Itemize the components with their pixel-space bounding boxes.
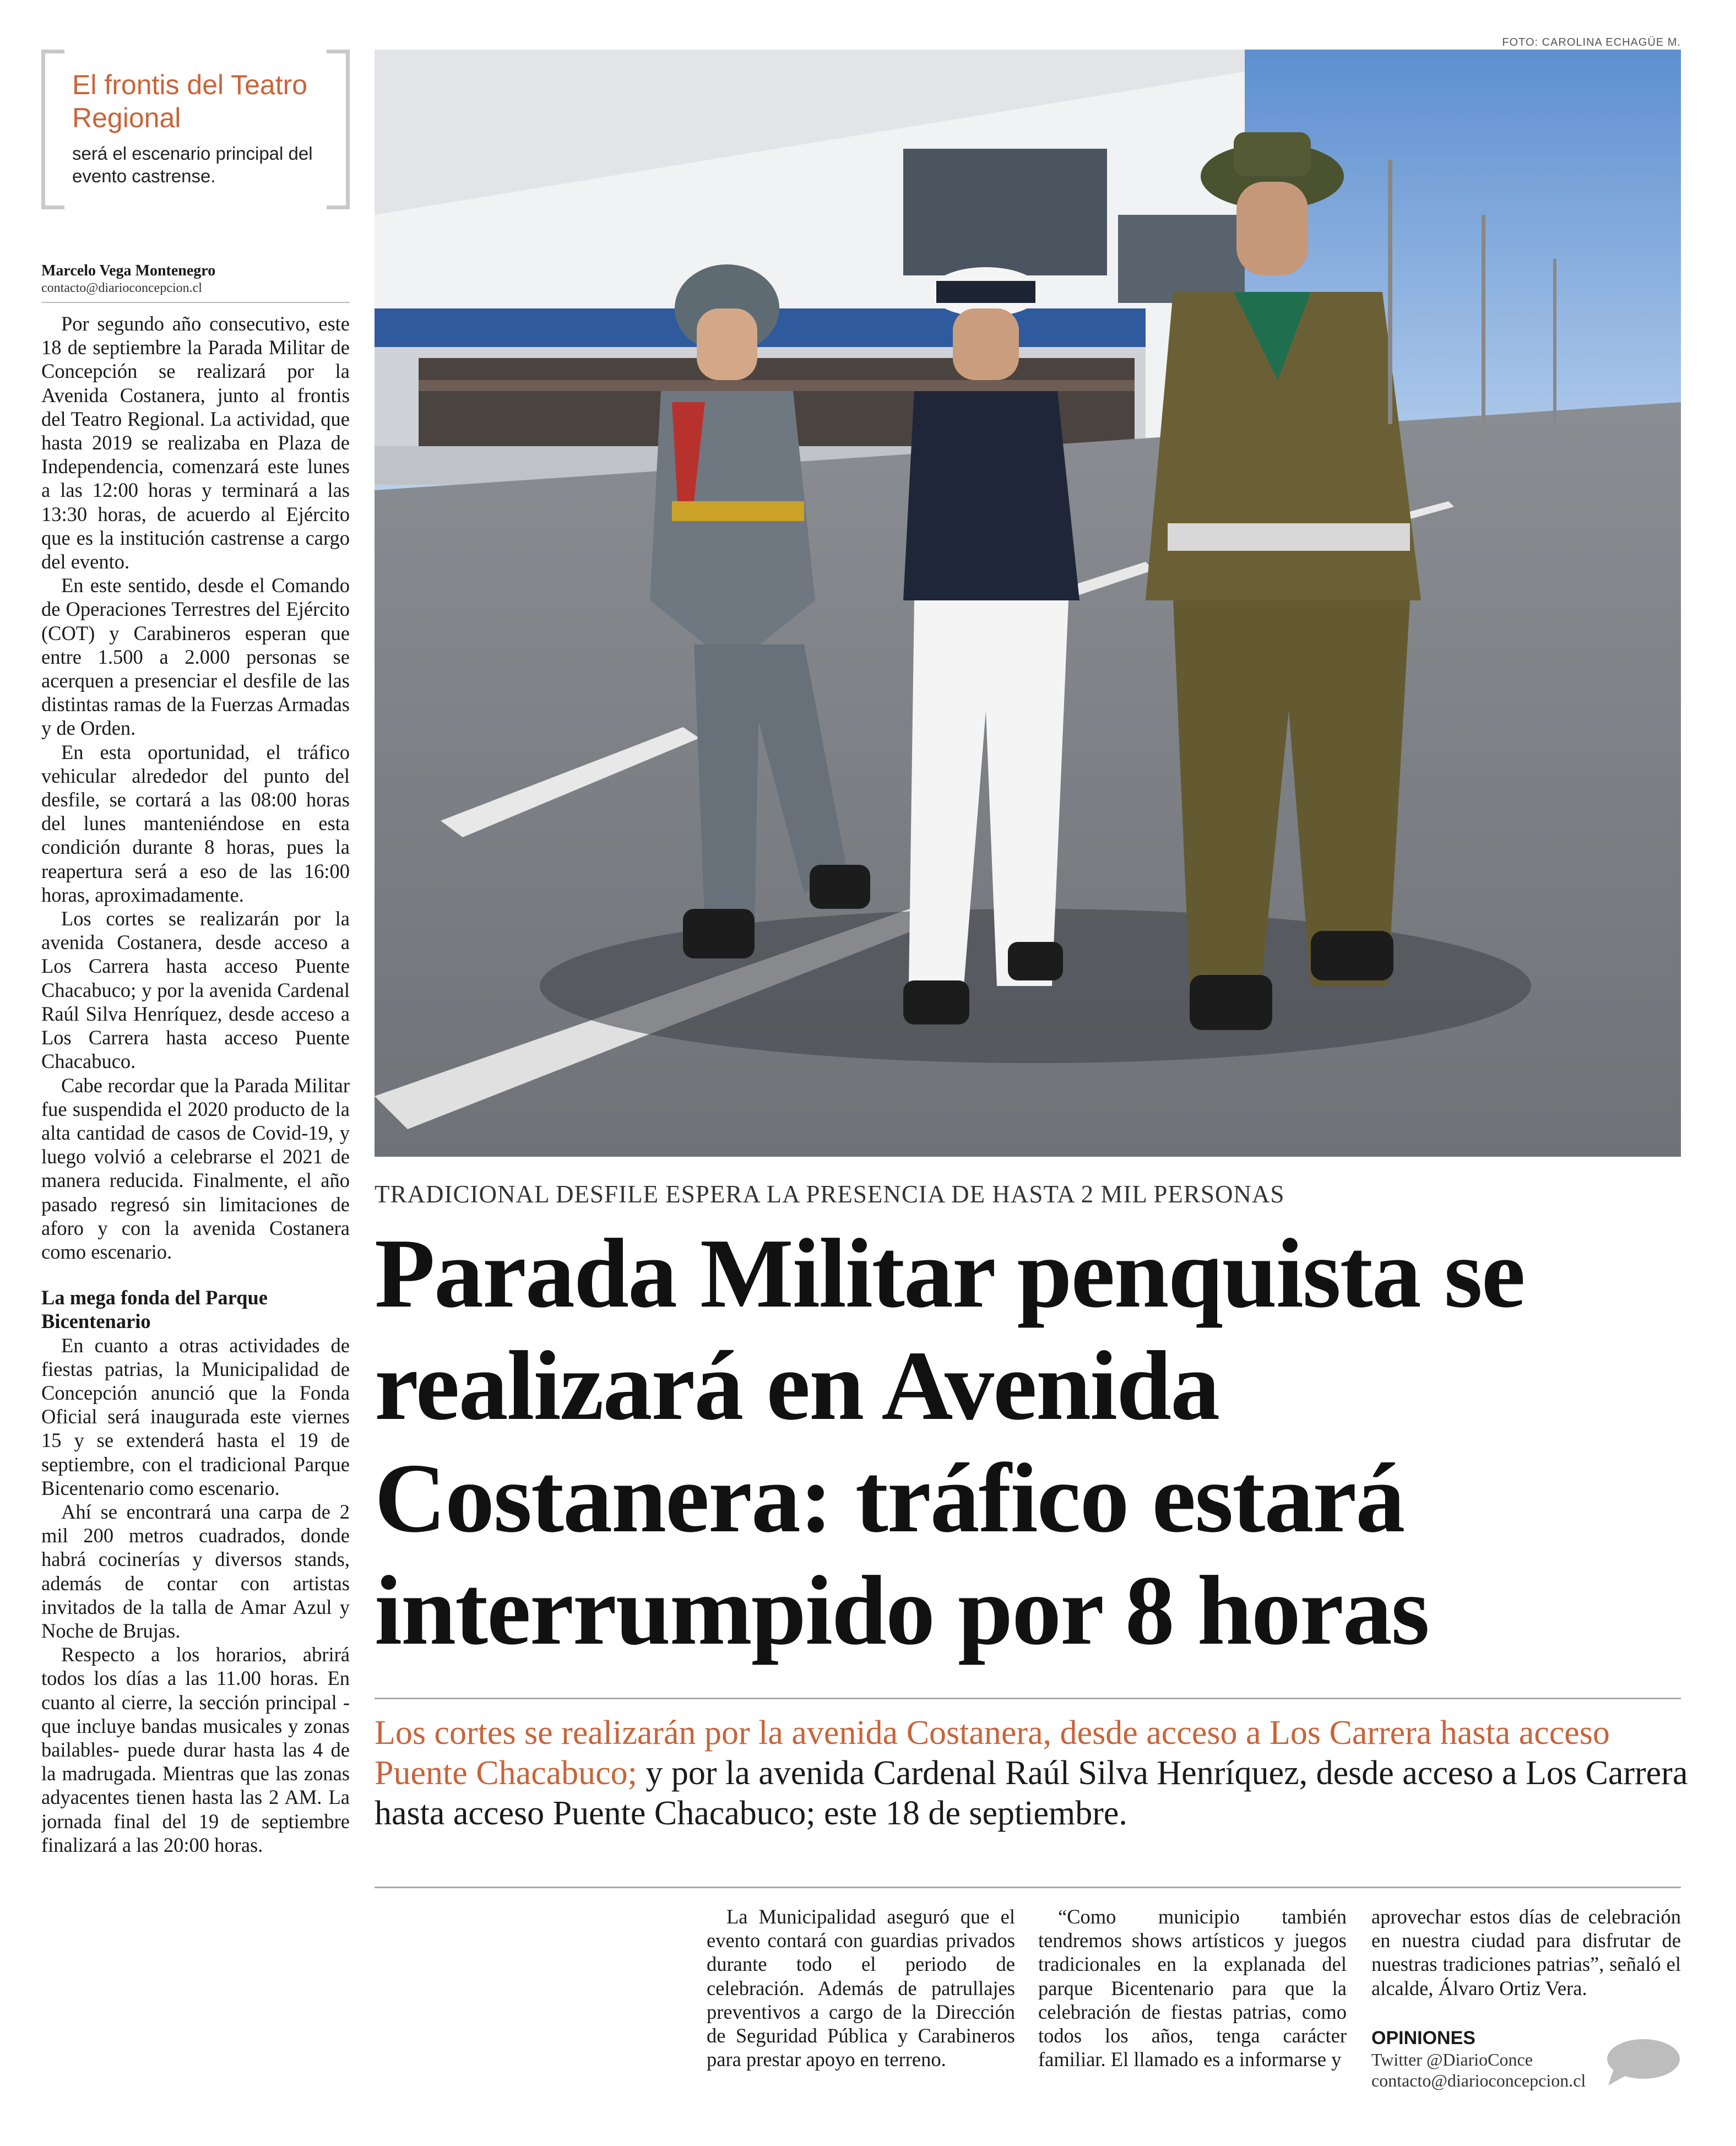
headline-bold-1: Parada Militar <box>375 1218 994 1328</box>
deck-bottom-rule <box>375 1887 1681 1888</box>
sidebar-highlight <box>41 50 350 209</box>
bracket-left <box>41 50 64 209</box>
byline <box>41 262 350 296</box>
parade-photo-illustration <box>375 50 1681 1157</box>
body-subhead: La mega fonda del Parque Bicentenario <box>41 1286 268 1333</box>
article-body-left-column <box>41 312 350 2118</box>
opiniones-title: OPINIONES <box>1371 2028 1475 2049</box>
body-paragraph: aprovechar estos días de celebración en nuestra ciudad para disfrutar de nuestras tradiciones patrias”, señaló el alcalde, Álvaro Ortiz Vera. <box>1371 1905 1681 1999</box>
opiniones-box <box>1371 2027 1681 2099</box>
headline-bold-2: tráfico <box>855 1443 1129 1553</box>
headline-bold-3: interrumpido por 8 horas <box>375 1556 1429 1665</box>
deck-top-rule <box>375 1698 1681 1699</box>
author-name: Marcelo Vega Montenegro <box>41 262 216 279</box>
sidebar-title: El frontis del Teatro Regional <box>72 69 308 133</box>
sidebar-subtitle: será el escenario principal del evento castrense. <box>72 143 313 186</box>
body-paragraph: Los cortes se realizarán por la avenida Costanera, desde acceso a Los Carrera hasta acceso Puente Chacabuco; y por la avenida Cardenal Raúl Silva Henríquez, desde acceso a Los Carrera hasta acceso Puente Chacabuco. <box>41 907 350 1073</box>
body-paragraph: En este sentido, desde el Comando de Operaciones Terrestres del Ejército (COT) y Carabineros esperan que entre 1.500 a 2.000 personas se acerquen a presenciar el desfile de las distintas ramas de la Fuerzas Armadas y de Orden. <box>41 574 350 740</box>
opiniones-twitter[interactable]: Twitter @DiarioConce <box>1371 2050 1533 2069</box>
body-paragraph: Por segundo año consecutivo, este 18 de septiembre la Parada Militar de Concepción se realizará por la Avenida Costanera, junto al frontis del Teatro Regional. La actividad, que hasta 2019 se realizaba en Plaza de Independencia, comenzará este lunes a las 12:00 horas y terminará a las 13:30 horas, de acuerdo al Ejército que es la institución castrense a cargo del evento. <box>41 312 350 573</box>
deck-highlight: Los cortes se realizarán por la avenida Costanera, desde acceso a Los Carrera hasta acceso Puente Chacabuco; <box>375 1714 1610 1792</box>
article-headline <box>375 1217 1696 1667</box>
photo-credit: FOTO: CAROLINA ECHAGÜE M. <box>1502 36 1681 48</box>
headline-regular-2: estará <box>1128 1443 1404 1553</box>
speech-bubble-icon <box>1604 2037 1681 2087</box>
body-paragraph: En cuanto a otras actividades de fiestas patrias, la Municipalidad de Concepción anunció que la Fonda Oficial será inaugurada este viernes 15 y se extenderá hasta el 19 de septiembre, con el tradicional Parque Bicentenario como escenario. <box>41 1334 350 1499</box>
body-paragraph: La Municipalidad aseguró que el evento contará con guardias privados durante todo el periodo de celebración. Además de patrullajes preventivos a cargo de la Dirección de Seguridad Pública y Carabineros para prestar apoyo en terreno. <box>707 1905 1015 2071</box>
body-paragraph: “Como municipio también tendremos shows artísticos y juegos tradicionales en la explanada del parque Bicentenario para que la celebración de fiestas patrias, como todos los años, tenga carácter familiar. El llamado es a informarse y <box>1038 1905 1347 2071</box>
headline-regular-1: penquista se realizará en Avenida Costanera: <box>375 1218 1525 1553</box>
author-email[interactable]: contacto@diarioconcepcion.cl <box>41 281 202 295</box>
opiniones-email[interactable]: contacto@diarioconcepcion.cl <box>1371 2071 1586 2090</box>
deck-rest: y por la avenida Cardenal Raúl Silva Henríquez, desde acceso a Los Carrera hasta acceso Puente Chacabuco; este 18 de septiembre. <box>375 1754 1688 1832</box>
main-photo <box>375 50 1681 1157</box>
bottom-column-2 <box>1038 1905 1347 2071</box>
body-paragraph: Respecto a los horarios, abrirá todos los días a las 11.00 horas. En cuanto al cierre, la sección principal -que incluye bandas musicales y zonas bailables- puede durar hasta las 4 de la madrugada. Mientras que las zonas adyacentes tienen hasta las 2 AM. La jornada final del 19 de septiembre finalizará a las 20:00 horas. <box>41 1643 350 1856</box>
article-deck <box>375 1713 1696 1834</box>
body-paragraph: En esta oportunidad, el tráfico vehicular alrededor del punto del desfile, se cortará a las 08:00 horas del lunes manteniéndose en esta condición durante 8 horas, pues la reapertura será a eso de las 16:00 horas, aproximadamente. <box>41 740 350 906</box>
article-kicker: TRADICIONAL DESFILE ESPERA LA PRESENCIA DE HASTA 2 MIL PERSONAS <box>375 1180 1285 1208</box>
bottom-column-3 <box>1371 1905 1681 2000</box>
bottom-column-1 <box>707 1905 1015 2071</box>
byline-divider <box>41 302 350 303</box>
body-paragraph: Cabe recordar que la Parada Militar fue suspendida el 2020 producto de la alta cantidad de casos de Covid-19, y luego volvió a celebrarse el 2021 de manera reducida. Finalmente, el año pasado regresó sin limitaciones de aforo y con la avenida Costanera como escenario. <box>41 1074 350 1263</box>
body-paragraph: Ahí se encontrará una carpa de 2 mil 200 metros cuadrados, donde habrá cocinerías y diversos stands, además de contar con artistas invitados de la talla de Amar Azul y Noche de Brujas. <box>41 1500 350 1642</box>
